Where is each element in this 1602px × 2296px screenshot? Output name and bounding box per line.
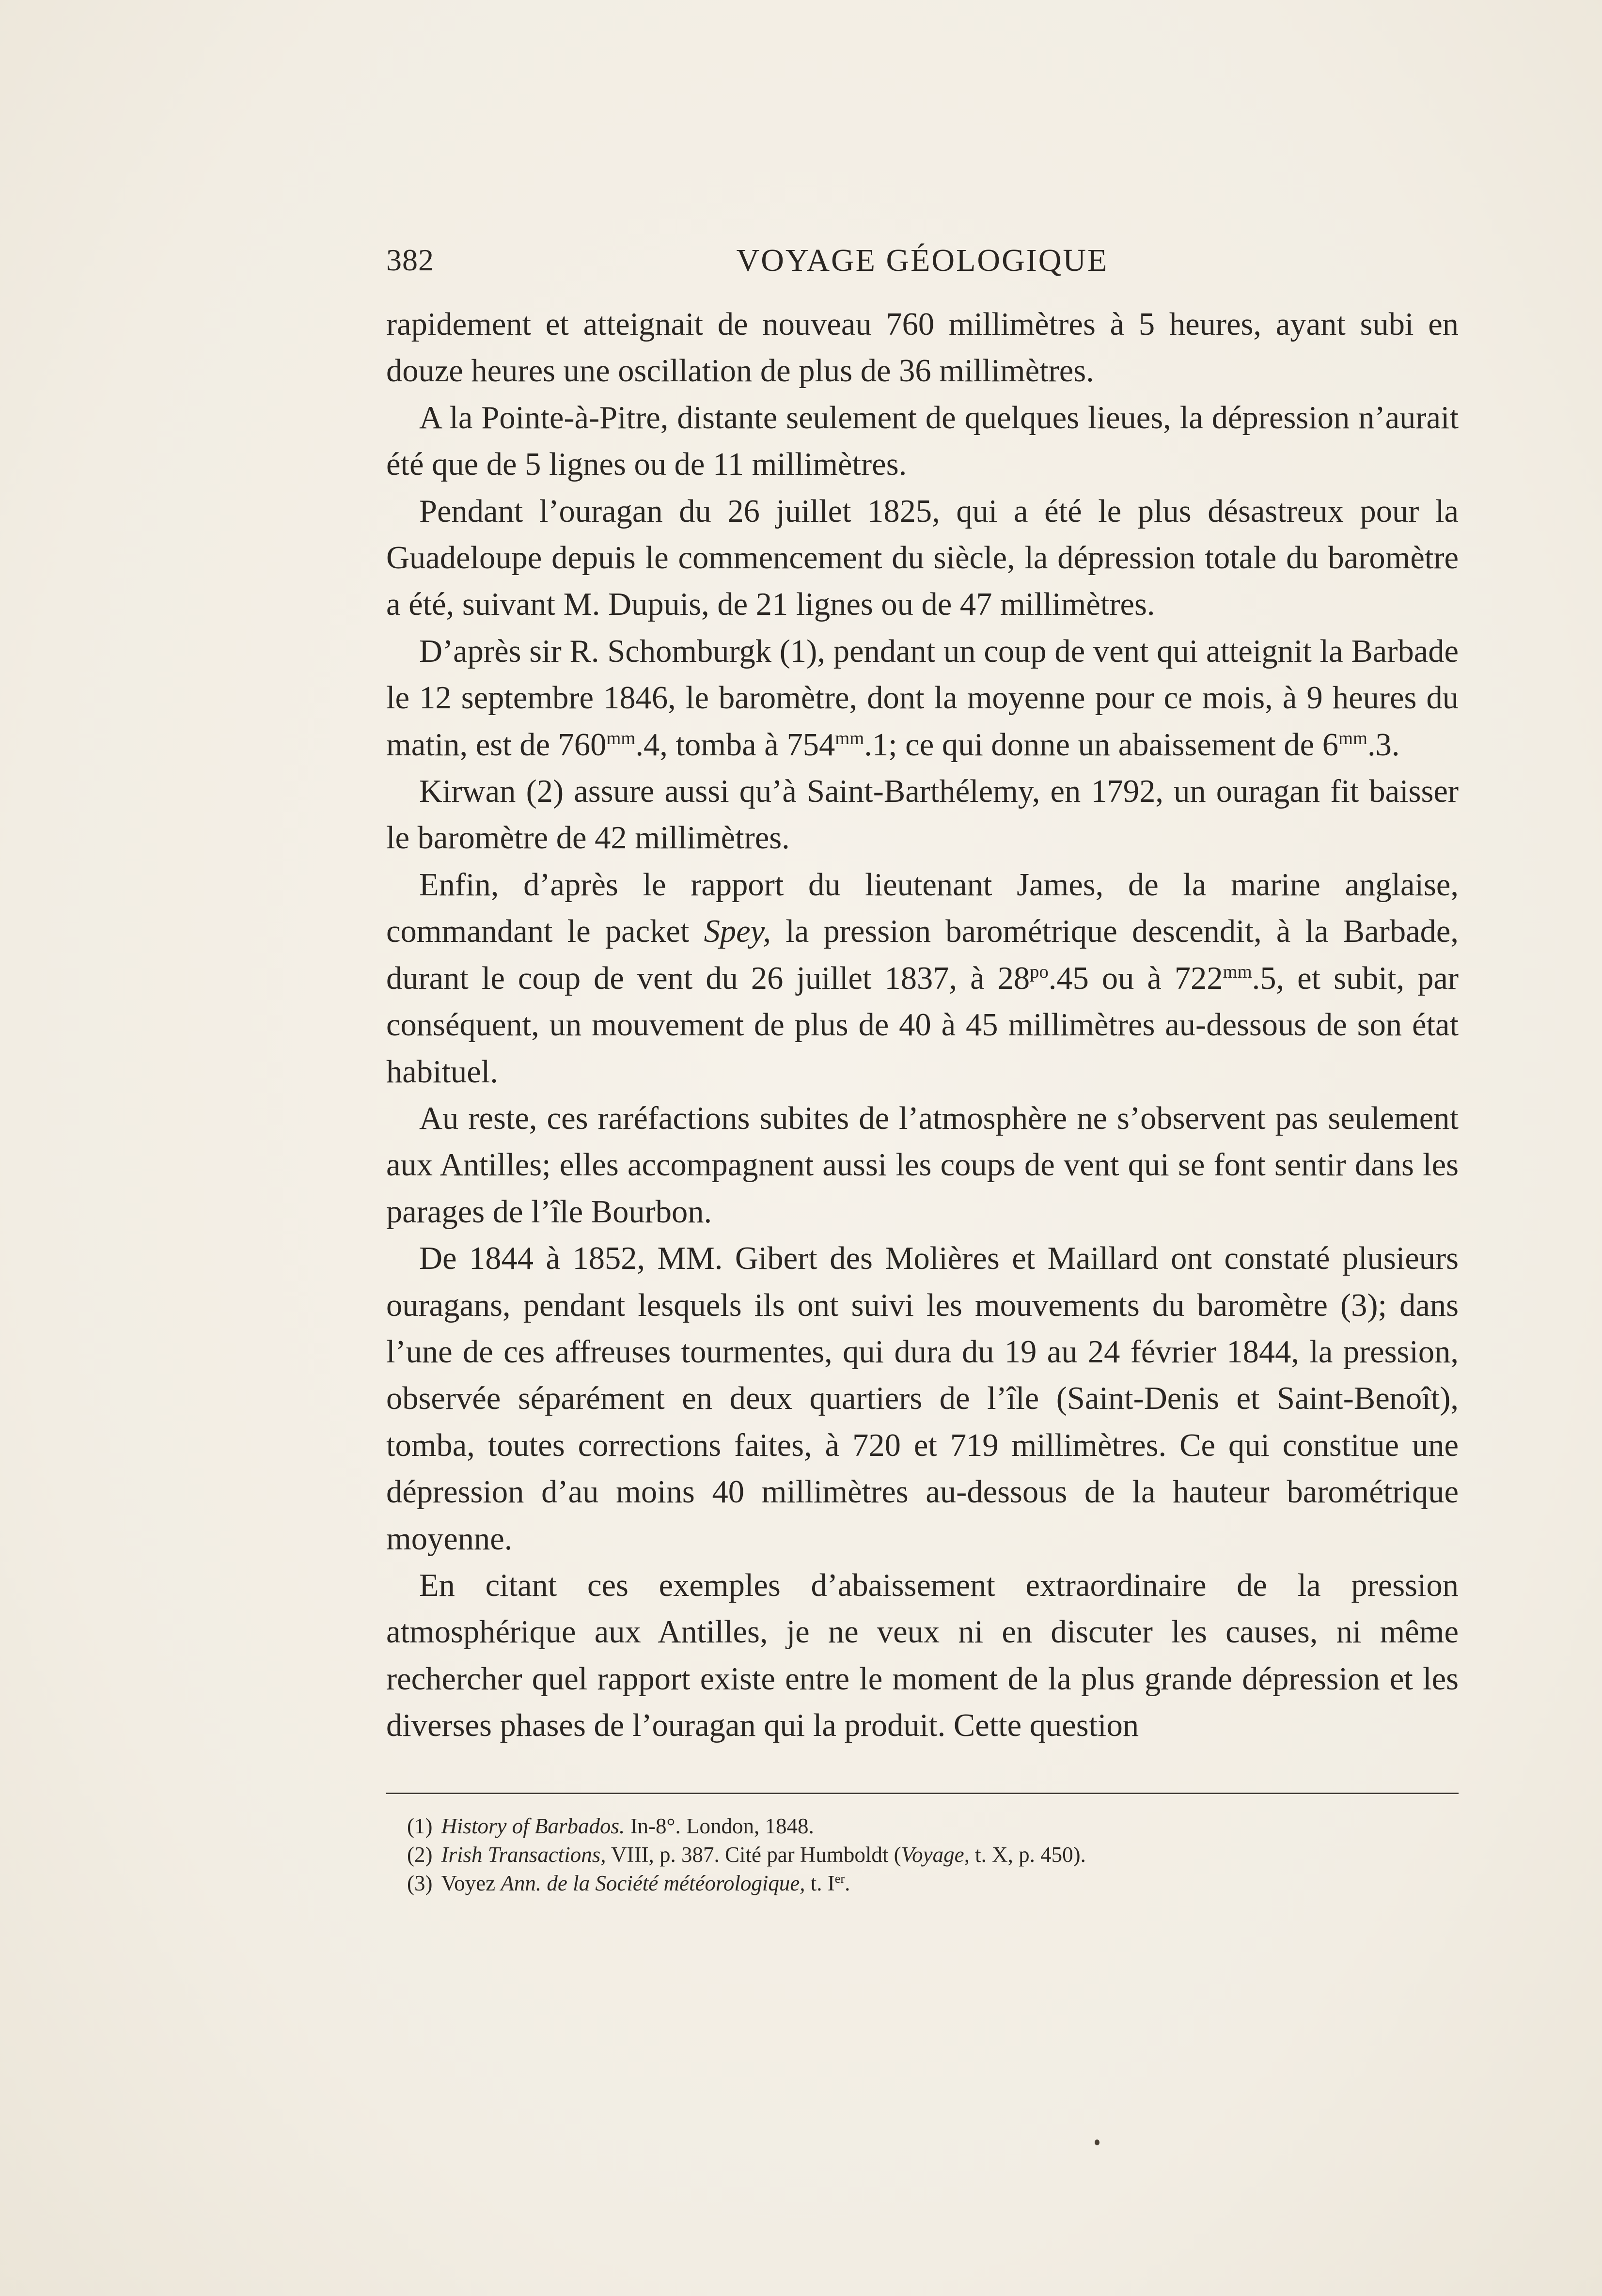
body-text: [386, 301, 1459, 1749]
paragraph-9: En citant ces exemples d’abaissement extraordinaire de la pression atmosphérique aux Antilles, je ne veux ni en discuter les causes, ni même rechercher quel rapport existe entre le moment de la plus grande dépression et les diverses phases de l’ouragan qui la produit. Cette question: [386, 1567, 1459, 1744]
footnote-3: (3) Voyez Ann. de la Société météorologique, t. Ier.: [407, 1871, 850, 1895]
paragraph-1: rapidement et atteignait de nouveau 760 millimètres à 5 heures, ayant subi en douze heures une oscillation de plus de 36 millimètres.: [386, 307, 1459, 389]
paragraph-6: Enfin, d’après le rapport du lieutenant James, de la marine anglaise, commandant le packet Spey, la pression barométrique descendit, à la Barbade, durant le coup de vent du 26 juillet 1837, à $28^{po}.45$ ou à $722^{mm}.5$, et subit, par conséquent, un mouvement de plus de 40 à 45 millimètres au-dessous de son état habituel.: [386, 867, 1459, 1090]
running-title: VOYAGE GÉOLOGIQUE: [736, 243, 1109, 278]
paragraph-8: De 1844 à 1852, MM. Gibert des Molières et Maillard ont constaté plusieurs ouragans, pendant lesquels ils ont suivi les mouvements du baromètre (3); dans l’une de ces affreuses tourmentes, qui dura du 19 au 24 février 1844, la pression, observée séparément en deux quartiers de l’île (Saint-Denis et Saint-Benoît), tomba, toutes corrections faites, à 720 et 719 millimètres. Ce qui constitue une dépression d’au moins 40 millimètres au-dessous de la hauteur barométrique moyenne.: [386, 1241, 1459, 1557]
footnote-1: (1) History of Barbados. In-8°. London, 1848.: [407, 1814, 814, 1838]
ship-name: Spey,: [704, 914, 771, 950]
ink-speck: [1095, 2140, 1099, 2145]
paragraph-4: D’après sir R. Schomburgk (1), pendant un coup de vent qui atteignit la Barbade le 12 septembre 1846, le baromètre, dont la moyenne pour ce mois, à 9 heures du matin, est de $760^{mm}.4$, tomba à $754^{mm}.1$; ce qui donne un abaissement de $6^{mm}.3$.: [386, 633, 1459, 763]
footnote-2: (2) Irish Transactions, VIII, p. 387. Cité par Humboldt (Voyage, t. X, p. 450).: [407, 1843, 1086, 1867]
page-number: 382: [386, 243, 434, 277]
paragraph-7: Au reste, ces raréfactions subites de l’atmosphère ne s’observent pas seulement aux Antilles; elles accompagnent aussi les coups de vent qui se font sentir dans les parages de l’île Bourbon.: [386, 1100, 1459, 1230]
paragraph-3: Pendant l’ouragan du 26 juillet 1825, qui a été le plus désastreux pour la Guadeloupe depuis le commencement du siècle, la dépression totale du baromètre a été, suivant M. Dupuis, de 21 lignes ou de 47 millimètres.: [386, 493, 1459, 623]
paragraph-2: A la Pointe-à-Pitre, distante seulement de quelques lieues, la dépression n’aurait été que de 5 lignes ou de 11 millimètres.: [386, 400, 1459, 483]
footnotes: [407, 1812, 1425, 1898]
paragraph-5: Kirwan (2) assure aussi qu’à Saint-Barthélemy, en 1792, un ouragan fit baisser le baromètre de 42 millimètres.: [386, 774, 1459, 856]
running-header: [386, 242, 1459, 291]
footnote-divider: [386, 1793, 1459, 1794]
